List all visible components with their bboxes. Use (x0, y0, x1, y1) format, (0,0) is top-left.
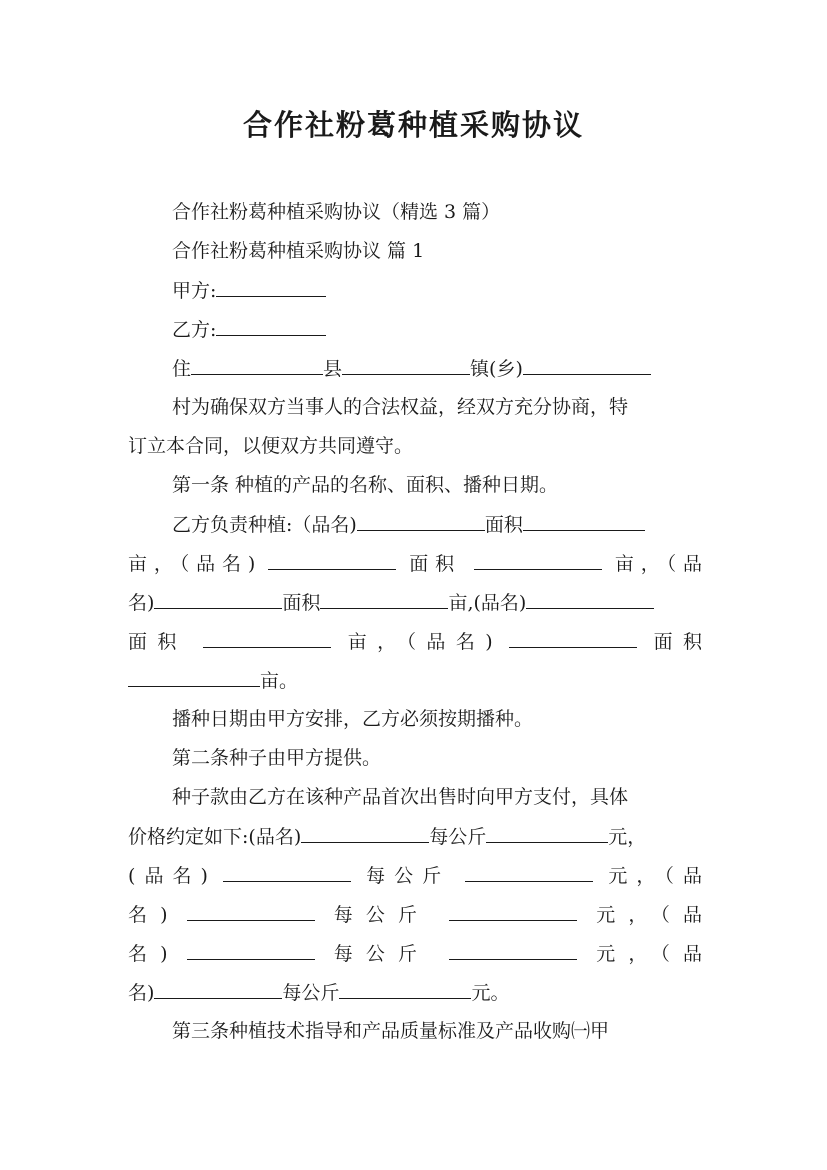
address-line (172, 356, 651, 381)
address-blank (191, 356, 323, 375)
price-text: 每公斤 (282, 982, 340, 1004)
planting-text: 面积 (409, 553, 461, 575)
price-blank (301, 824, 429, 843)
price-blank (187, 902, 315, 921)
price-text: 元， (608, 826, 647, 848)
price-text: 名) (128, 904, 168, 926)
price-text: 元。 (471, 982, 510, 1004)
planting-text: 面积 (128, 631, 187, 653)
planting-text: 名) (128, 592, 155, 614)
price-blank (486, 824, 608, 843)
paragraph-line: 种子款由乙方在该种产品首次出售时向甲方支付，具体 (172, 786, 629, 808)
price-text: 元，（品 (608, 865, 702, 887)
planting-line (128, 668, 298, 693)
price-line (128, 941, 702, 966)
planting-text: 亩,(品名) (448, 592, 527, 614)
price-text: 每公斤 (429, 826, 487, 848)
planting-blank (509, 629, 637, 648)
article-heading: 合作社粉葛种植采购协议 篇 1 (172, 240, 425, 262)
planting-line (128, 551, 702, 576)
planting-blank (526, 590, 654, 609)
party-a-blank (216, 278, 326, 297)
clause-heading: 第二条种子由甲方提供。 (172, 747, 382, 769)
party-b-blank (216, 317, 326, 336)
address-text: 镇(乡) (470, 358, 523, 380)
price-blank (187, 941, 315, 960)
price-text: 每公斤 (366, 865, 451, 887)
planting-text: 乙方负责种植:（品名) (172, 514, 357, 536)
price-blank (449, 941, 577, 960)
price-text: 元，（品 (596, 904, 702, 926)
planting-text: 面积 (282, 592, 321, 614)
paragraph-line: 订立本合同，以便双方共同遵守。 (128, 435, 414, 457)
price-line (128, 824, 646, 849)
price-text: 每公斤 (333, 904, 430, 926)
planting-line (128, 629, 702, 654)
planting-text: 亩，（品 (614, 553, 703, 575)
price-line (128, 902, 702, 927)
price-text: 元，（品 (596, 943, 702, 965)
paragraph-line: 播种日期由甲方安排，乙方必须按期播种。 (172, 708, 534, 730)
price-blank (449, 902, 577, 921)
price-line (128, 980, 509, 1005)
price-text: 每公斤 (333, 943, 430, 965)
document-title: 合作社粉葛种植采购协议 (242, 108, 584, 142)
price-blank (465, 863, 593, 882)
planting-blank (268, 551, 396, 570)
planting-text: 面积 (484, 514, 523, 536)
address-text: 县 (323, 358, 343, 380)
address-blank (523, 356, 651, 375)
planting-line (172, 512, 645, 537)
price-line (128, 863, 702, 888)
planting-text: 亩，（品名) (128, 553, 256, 575)
price-text: 名) (128, 943, 168, 965)
price-blank (154, 980, 282, 999)
planting-blank (474, 551, 602, 570)
paragraph-line: 村为确保双方当事人的合法权益，经双方充分协商，特 (172, 396, 629, 418)
party-b-label: 乙方: (172, 319, 217, 341)
planting-text: 亩。 (260, 670, 299, 692)
address-text: 住 (172, 358, 192, 380)
planting-blank (154, 590, 282, 609)
clause-heading: 第一条 种植的产品的名称、面积、播种日期。 (172, 474, 559, 496)
address-blank (342, 356, 470, 375)
price-text: 价格约定如下:(品名) (128, 826, 302, 848)
planting-blank (203, 629, 331, 648)
planting-line (128, 590, 654, 615)
price-text: (品名) (128, 865, 208, 887)
planting-text: 亩，（品名) (347, 631, 493, 653)
price-text: 名) (128, 982, 155, 1004)
planting-blank (128, 668, 260, 687)
party-b-line (172, 317, 326, 342)
planting-blank (320, 590, 448, 609)
party-a-label: 甲方: (172, 280, 217, 302)
price-blank (339, 980, 471, 999)
planting-blank (523, 512, 645, 531)
planting-blank (357, 512, 485, 531)
planting-text: 面积 (653, 631, 702, 653)
clause-heading: 第三条种植技术指导和产品质量标准及产品收购㈠甲 (172, 1020, 610, 1042)
subtitle-line: 合作社粉葛种植采购协议（精选 3 篇） (172, 201, 501, 223)
party-a-line (172, 278, 326, 303)
price-blank (223, 863, 351, 882)
